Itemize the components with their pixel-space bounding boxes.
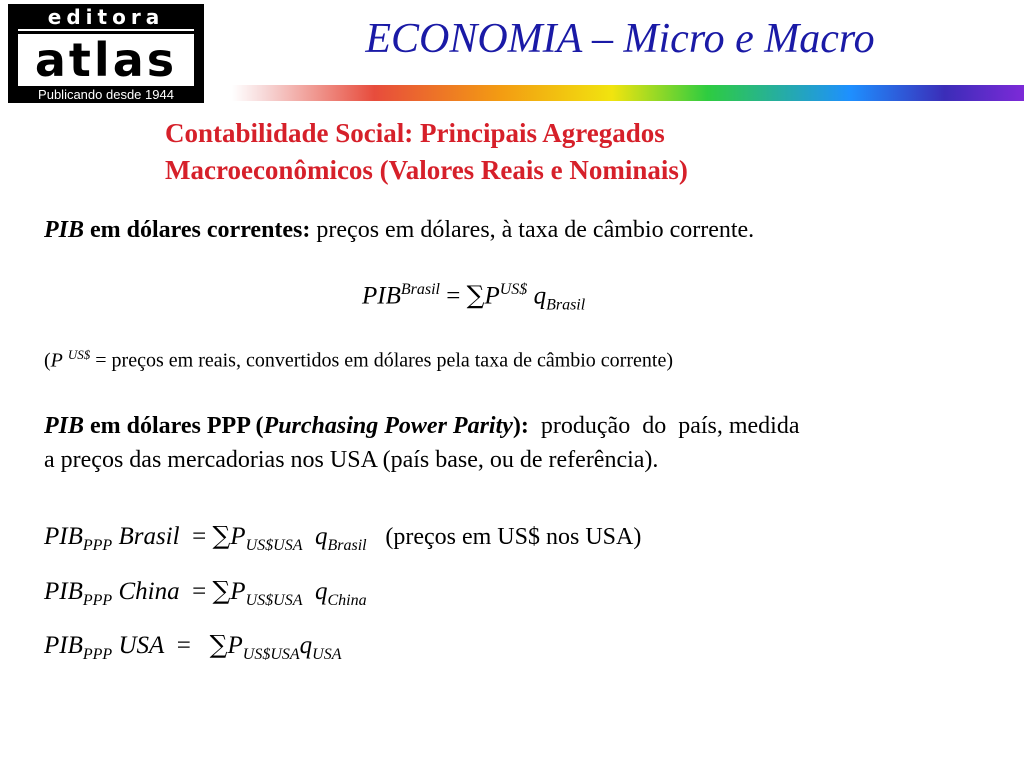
ppp-china-q: q bbox=[314, 578, 328, 605]
note-open: ( bbox=[44, 349, 51, 372]
note-p-sup: US$ bbox=[67, 347, 91, 362]
ppp-usa-q: q bbox=[299, 632, 313, 659]
ppp-china-q-sub: China bbox=[327, 592, 367, 609]
sum-symbol: ∑ bbox=[212, 576, 231, 605]
ppp-usa-eq: = bbox=[176, 632, 191, 659]
section2-line-1 bbox=[44, 409, 1004, 443]
section2-lead-italic: PIB bbox=[44, 413, 85, 439]
formula1-lhs-sup: Brasil bbox=[400, 281, 440, 298]
ppp-brasil-pib: PIB bbox=[44, 523, 83, 550]
sum-symbol: ∑ bbox=[466, 280, 485, 310]
formula1-q: q bbox=[533, 282, 547, 310]
ppp-china-pib-sub: PPP bbox=[82, 592, 113, 609]
formula1-eq: = bbox=[446, 282, 461, 310]
publisher-logo bbox=[8, 4, 204, 103]
section-pib-ppp bbox=[44, 409, 1004, 477]
ppp-brasil-q: q bbox=[314, 523, 328, 550]
ppp-china-p: P bbox=[230, 578, 246, 605]
formula1-p: P bbox=[484, 282, 500, 310]
formula1-q-sub: Brasil bbox=[546, 296, 586, 314]
ppp-china-eq: = bbox=[192, 578, 207, 605]
section2-text-line-2: a preços das mercadorias nos USA (país base, ou de referência). bbox=[44, 447, 659, 473]
ppp-brasil-country: Brasil bbox=[118, 523, 180, 550]
section2-text-line-1: produção do país, medida bbox=[528, 413, 800, 439]
ppp-brasil-note: (preços em US$ nos USA) bbox=[385, 524, 642, 550]
ppp-usa-p: P bbox=[227, 632, 243, 659]
logo-line-2: atlas bbox=[18, 34, 194, 86]
slide-subtitle bbox=[165, 115, 925, 189]
ppp-usa-country: USA bbox=[118, 632, 165, 659]
ppp-brasil-pib-sub: PPP bbox=[82, 537, 113, 554]
section2-lead-bold: em dólares PPP ( bbox=[84, 413, 264, 439]
ppp-china-pib: PIB bbox=[44, 578, 83, 605]
formula1-lhs: PIB bbox=[362, 282, 401, 310]
section-pib-current bbox=[44, 213, 1004, 247]
formula-ppp-brasil bbox=[44, 519, 641, 563]
ppp-usa-p-sub: US$USA bbox=[242, 646, 300, 663]
note-p: P bbox=[50, 349, 63, 372]
ppp-usa-pib-sub: PPP bbox=[82, 646, 113, 663]
sum-symbol: ∑ bbox=[209, 630, 228, 659]
formula1-p-sup: US$ bbox=[499, 281, 528, 298]
page-title: ECONOMIA – Micro e Macro bbox=[365, 16, 875, 62]
rainbow-divider bbox=[232, 85, 1024, 101]
ppp-china-country: China bbox=[118, 578, 180, 605]
subtitle-line-2: Macroeconômicos (Valores Reais e Nominais) bbox=[165, 155, 688, 185]
formula-pib-brasil bbox=[362, 273, 585, 322]
ppp-brasil-q-sub: Brasil bbox=[327, 537, 367, 554]
ppp-brasil-eq: = bbox=[192, 523, 207, 550]
formula-ppp-china bbox=[44, 574, 367, 618]
sum-symbol: ∑ bbox=[212, 521, 231, 550]
ppp-usa-q-sub: USA bbox=[312, 646, 342, 663]
section1-lead-italic: PIB bbox=[44, 217, 85, 243]
section2-lead-bold-close: ): bbox=[512, 413, 529, 439]
section2-ppp-italic: Purchasing Power Parity bbox=[263, 413, 513, 439]
formula-ppp-usa bbox=[44, 628, 342, 672]
section1-lead-bold: em dólares correntes: bbox=[84, 217, 311, 243]
ppp-usa-pib: PIB bbox=[44, 632, 83, 659]
ppp-brasil-p: P bbox=[230, 523, 246, 550]
logo-line-3: Publicando desde 1944 bbox=[38, 87, 174, 102]
note-text: = preços em reais, convertidos em dólares pela taxa de câmbio corrente) bbox=[90, 349, 673, 372]
logo-stripe bbox=[18, 29, 194, 31]
logo-line-1: editora bbox=[47, 5, 165, 29]
ppp-brasil-p-sub: US$USA bbox=[245, 537, 303, 554]
note-p-usd bbox=[44, 341, 1004, 375]
section1-text: preços em dólares, à taxa de câmbio corrente. bbox=[310, 217, 755, 243]
ppp-china-p-sub: US$USA bbox=[245, 592, 303, 609]
subtitle-line-1: Contabilidade Social: Principais Agregados bbox=[165, 118, 665, 148]
